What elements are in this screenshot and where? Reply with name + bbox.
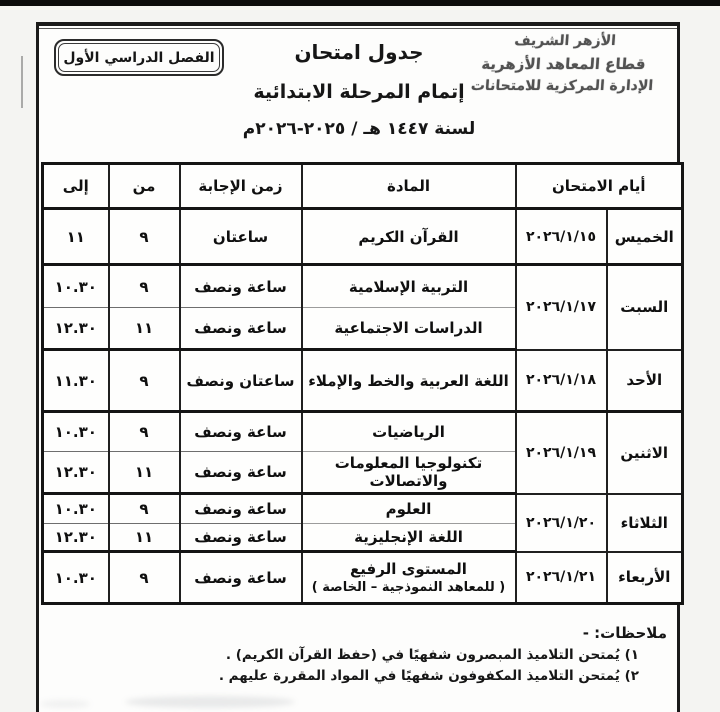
duration-cell: ساعة ونصف (180, 412, 302, 452)
org-name-line2: قطاع المعاهد الأزهرية (480, 54, 647, 73)
document-year-line: لسنة ١٤٤٧ هـ / ٢٠٢٥-٢٠٢٦م (242, 119, 476, 139)
duration-cell: ساعة ونصف (180, 308, 302, 350)
semester-badge-label: الفصل الدراسي الأول (63, 49, 215, 66)
organization-calligraphy (454, 31, 674, 98)
to-cell: ١٠.٣٠ (43, 265, 109, 308)
to-cell: ١٠.٣٠ (43, 494, 109, 524)
date-cell: ٢٠٢٦/١/١٨ (516, 350, 607, 412)
from-cell: ٩ (109, 412, 180, 452)
to-cell: ١١ (43, 209, 109, 265)
subject-cell: تكنولوجيا المعلومات والاتصالات (302, 452, 516, 494)
notes-title: ملاحظات: - (582, 624, 667, 642)
day-cell: الثلاثاء (607, 494, 683, 552)
from-cell: ٩ (109, 350, 180, 412)
subject-cell: اللغة العربية والخط والإملاء (302, 350, 516, 412)
subject-cell: الدراسات الاجتماعية (302, 308, 516, 350)
table-row (43, 552, 683, 604)
subject-cell: التربية الإسلامية (302, 265, 516, 308)
day-cell: الأربعاء (607, 552, 683, 604)
table-row (43, 350, 683, 412)
document-title: جدول امتحان (294, 40, 424, 64)
col-header-to: إلى (43, 164, 109, 209)
duration-cell: ساعة ونصف (180, 552, 302, 604)
to-cell: ١٠.٣٠ (43, 552, 109, 604)
scan-top-bar (0, 0, 720, 6)
scan-smudge (125, 696, 295, 708)
col-header-duration: زمن الإجابة (180, 164, 302, 209)
col-header-from: من (109, 164, 180, 209)
document-subtitle: إتمام المرحلة الابتدائية (253, 81, 465, 103)
document-frame (36, 22, 680, 712)
to-cell: ١٢.٣٠ (43, 524, 109, 552)
subject-cell: العلوم (302, 494, 516, 524)
duration-cell: ساعة ونصف (180, 265, 302, 308)
duration-cell: ساعتان (180, 209, 302, 265)
date-cell: ٢٠٢٦/١/١٩ (516, 412, 607, 494)
org-name-line1: الأزهر الشريف (513, 33, 617, 49)
subject-cell: القرآن الكريم (302, 209, 516, 265)
subject-cell: اللغة الإنجليزية (302, 524, 516, 552)
date-cell: ٢٠٢٦/١/٢١ (516, 552, 607, 604)
day-cell: الاثنين (607, 412, 683, 494)
date-cell: ٢٠٢٦/١/٢٠ (516, 494, 607, 552)
table-row (43, 209, 683, 265)
from-cell: ٩ (109, 265, 180, 308)
from-cell: ١١ (109, 452, 180, 494)
notes-section (49, 624, 667, 687)
from-cell: ٩ (109, 494, 180, 524)
from-cell: ١١ (109, 524, 180, 552)
date-cell: ٢٠٢٦/١/١٥ (516, 209, 607, 265)
table-row (43, 412, 683, 452)
note-item: ٢) يُمتحن التلاميذ المكفوفون شفهيًا في المواد المقررة عليهم . (218, 668, 639, 684)
subject-detail: ( للمعاهد النموذجية – الخاصة ) (311, 580, 506, 595)
date-cell: ٢٠٢٦/١/١٧ (516, 265, 607, 350)
duration-cell: ساعة ونصف (180, 494, 302, 524)
day-cell: الخميس (607, 209, 683, 265)
duration-cell: ساعتان ونصف (180, 350, 302, 412)
scan-artifact-line (21, 56, 23, 108)
org-name-line3: الإدارة المركزية للامتحانات (470, 77, 654, 94)
to-cell: ١١.٣٠ (43, 350, 109, 412)
note-item: ١) يُمتحن التلاميذ المبصرون شفهيًا في (حفظ القرآن الكريم) . (225, 647, 639, 663)
duration-cell: ساعة ونصف (180, 524, 302, 552)
day-cell: السبت (607, 265, 683, 350)
table-row (43, 265, 683, 308)
to-cell: ١٠.٣٠ (43, 412, 109, 452)
to-cell: ١٢.٣٠ (43, 308, 109, 350)
exam-schedule-table (41, 162, 684, 605)
duration-cell: ساعة ونصف (180, 452, 302, 494)
subject-cell (302, 552, 516, 604)
day-cell: الأحد (607, 350, 683, 412)
table-row (43, 494, 683, 524)
scan-smudge (40, 700, 90, 708)
col-header-subject: المادة (302, 164, 516, 209)
subject-cell: الرياضيات (302, 412, 516, 452)
to-cell: ١٢.٣٠ (43, 452, 109, 494)
from-cell: ٩ (109, 209, 180, 265)
frame-inner-line (39, 28, 677, 29)
subject-name: المستوى الرفيع (350, 560, 467, 578)
from-cell: ٩ (109, 552, 180, 604)
col-header-exam-days: أيام الامتحان (516, 164, 683, 209)
table-header-row (43, 164, 683, 209)
from-cell: ١١ (109, 308, 180, 350)
